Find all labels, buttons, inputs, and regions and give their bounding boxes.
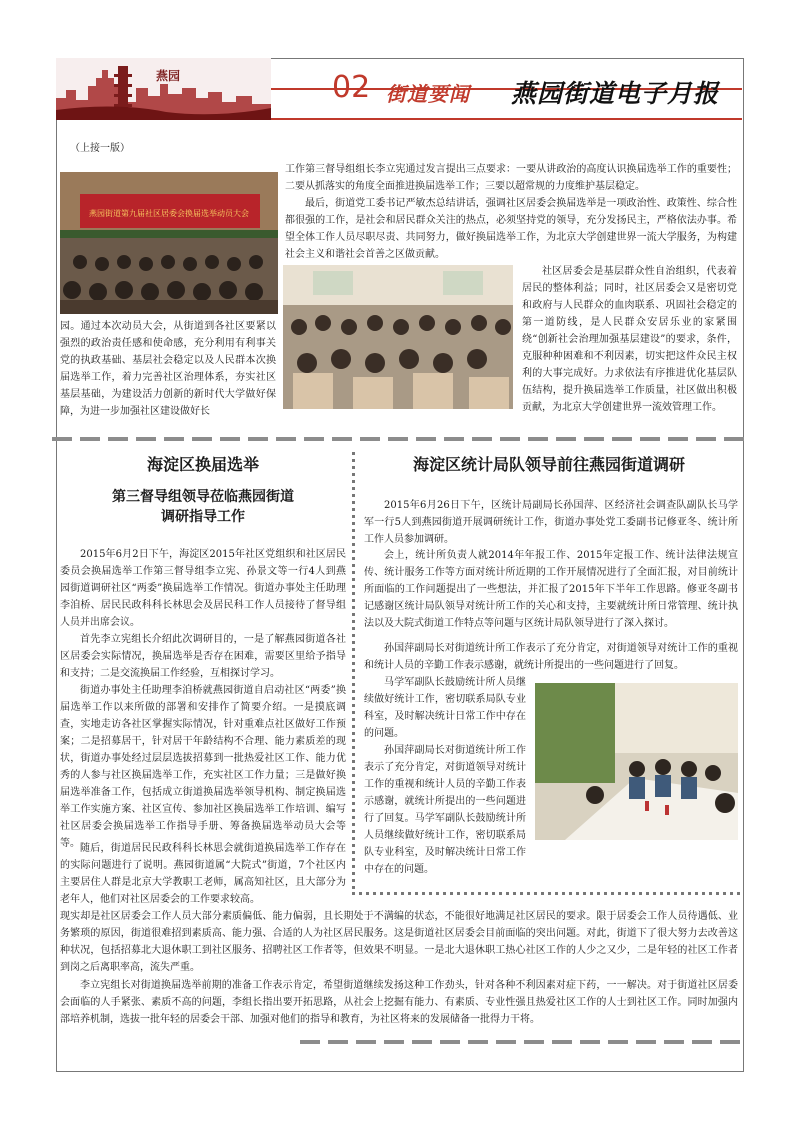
left-subhead-line-1: 第三督导组领导莅临燕园街道 bbox=[112, 489, 294, 505]
bottom-para-2: 李立宪组长对街道换届选举前期的准备工作表示肯定，希望街道继续发扬这种工作劲头，针对各种不利因素对症下药，一一解决。对于街道社区居委会面临的人手紧张、素质不高的问题，李组长指出要开拓思路，从社会上挖掘有能力、有素质、专业性强且热爱社区工作的人士到社区工作。同时加强内部培养机制，选拔一批年轻的居委会干部、加强对他们的指导和教育，为社区将来的发展储备一批得力干将。 bbox=[60, 980, 738, 1025]
page-header bbox=[56, 58, 742, 120]
section-divider-dashes bbox=[52, 437, 750, 441]
section-title: 街道要闻 bbox=[386, 82, 470, 106]
right-article-para-4: 马学军副队长鼓励统计所人员继续做好统计工作，密切联系局队专业科室，及时解决统计日常工作中存在的问题。 bbox=[364, 677, 526, 739]
left-subhead-line-2: 调研指导工作 bbox=[161, 509, 245, 525]
left-headline: 海淀区换届选举 bbox=[146, 455, 259, 474]
header-rule-bottom bbox=[271, 118, 742, 120]
bottom-para-1: 现实却是社区居委会工作人员大部分素质偏低、能力偏弱，且长期处于不满编的状态，不能很好地满足社区居民的要求。限于居委会工作人员待遇低、业务繁琐的原因，街道很难招到素质高、能力强、合适的人为社区居民服务。这是街道社区居委会目前面临的突出问题。对此，街道下了很大努力去改善这种状况，包括招募北大退休职工到社区服务、招聘社区工作者等，但效果不明显。一是北大退休职工热心社区工作的人少之又少，二是年轻的社区工作者到岗之后离职率高，流失严重。 bbox=[60, 911, 738, 973]
right-article-para-3: 孙国萍副局长对街道统计所工作表示了充分肯定，对街道领导对统计工作的重视和统计人员的辛勤工作表示感谢，就统计所提出的一些问题进行了回复。 bbox=[364, 643, 738, 671]
box-bottom-dots bbox=[352, 892, 740, 895]
top-story-para-1: 工作第三督导组组长李立宪通过发言提出三点要求：一要从讲政治的高度认识换届选举工作的重要性；二要从抓落实的角度全面推进换届选举工作；三要以超常规的力度维护基层稳定。 bbox=[285, 164, 737, 192]
footer-divider-dashes bbox=[300, 1040, 740, 1044]
photo-meeting-hall bbox=[60, 172, 278, 314]
top-story-para-left: 园。通过本次动员大会，从街道到各社区要紧以强烈的政治责任感和使命感，充分利用有利事关党的执政基础、基层社会稳定以及人民群本次换届选举工作，着力完善社区治理体系，夯实社区基层基础，为建设活力创新的新时代大学做好保障，为进一步加强社区建设做好长 bbox=[60, 321, 276, 417]
photo-statistics-meeting bbox=[535, 683, 738, 840]
column-divider-dots bbox=[352, 452, 355, 892]
skyline-icon bbox=[56, 58, 271, 120]
svg-text:燕园: 燕园 bbox=[156, 69, 181, 83]
left-article-para-3: 街道办事处主任助理李洎桥就燕园街道自启动社区“两委”换届选举工作以来所做的部署和安排作了简要介绍。一是摸底调查，实地走访各社区掌握实际情况，针对重难点社区做好工作预案；二是招募居干，针对居干年龄结构不合理、能力素质差的现状，街道办事处经过层层选拔招募到一批热爱社区工作、能力优秀的人参与社区换届选举工作，充实社区工作力量；三是做好换届选举准备工作，包括成立街道换届选举领导机构、制定换届选举工作实施方案、社区宣传、参加社区换届选举工作培训、编写社区居委会换届选举工作指导手册、筹备换届选举动员大会等等。 bbox=[60, 685, 346, 849]
right-article-para-1: 2015年6月26日下午，区统计局副局长孙国萍、区经济社会调查队副队长马学军一行5人到燕园街道开展调研统计工作，街道办事处党工委副书记修亚冬、统计所工作人员参加调研。 bbox=[364, 500, 738, 545]
top-story-para-3: 社区居委会是基层群众性自治组织，代表着居民的整体利益；同时，社区居委会又是密切党和政府与人民群众的血肉联系、巩固社会稳定的第一道防线，是人民群众安居乐业的家紧围绕“创新社会治理加强基层建设”的要求，条件，克服种种困难和不利因素，切实把这件众民主权利的大事完成好。力求依法有序推进优化基层队伍结构，提升换届选举工作质量，社区做出积极贡献，为北京大学创建世界一流效管理工作。 bbox=[522, 266, 737, 413]
top-story-para-2: 最后，街道党工委书记严敏杰总结讲话，强调社区居委会换届选举是一项政治性、政策性、综合性都很强的工作，是社会和居民群众关注的热点，必须坚持党的领导，充分发扬民主，严格依法办事。希望全体工作人员尽职尽责、共同努力，做好换届选举工作，为北京大学创建世界一流大学服务，为构建社会主义和谐社会首善之区做贡献。 bbox=[285, 198, 737, 260]
page-number: 02 bbox=[332, 70, 371, 105]
left-article-para-4: 随后，街道居民民政科科长林思会就街道换届选举工作存在的实际问题进行了说明。燕园街道属“大院式”街道，7个社区内主要居住人群是北京大学教职工老师，属高知社区，且大部分为老年人，他们对社区居委会的工作要求较高。 bbox=[60, 843, 346, 905]
continued-label: （上接一版） bbox=[70, 143, 130, 154]
svg-text:燕园街道第九届社区居委会换届选举动员大会: 燕园街道第九届社区居委会换届选举动员大会 bbox=[89, 209, 249, 218]
right-headline: 海淀区统计局队领导前往燕园街道调研 bbox=[412, 455, 685, 474]
right-article-para-5: 孙国萍副局长对街道统计所工作表示了充分肯定，对街道领导对统计工作的重视和统计人员的辛勤工作表示感谢，就统计所提出的一些问题进行了回复。马学军副队长鼓励统计所人员继续做好统计工作，密切联系局队专业科室，及时解决统计日常工作中存在的问题。 bbox=[364, 745, 526, 875]
newsletter-title: 燕园街道电子月报 bbox=[511, 79, 720, 108]
left-article-para-1: 2015年6月2日下午，海淀区2015年社区党组织和社区居民委员会换届选举工作第三督导组李立宪、孙景文等一行4人到燕园街道调研社区“两委”换届选举工作情况。街道办事处主任助理李洎桥、居民民政科科长林思会及居民科工作人员接待了督导组人员并出席会议。 bbox=[60, 549, 346, 628]
photo-audience bbox=[283, 265, 513, 409]
right-article-para-2: 会上，统计所负责人就2014年年报工作、2015年定报工作、统计法律法规宣传、统计服务工作等方面对统计所近期的工作开展情况进行了全面汇报，对目前统计所面临的工作问题提出了一些想法，并汇报了2015年下半年工作思路。修亚冬副书记感谢区统计局队领导对统计所工作的关心和支持，主要就统计所日常管理、统计执法以及大院式街道工作特点等问题与区统计局队领导进行了深入探讨。 bbox=[364, 550, 738, 629]
left-article-para-2: 首先李立宪组长介绍此次调研目的，一是了解燕园街道各社区居委会实际情况，换届选举是否存在困难，需要区里给予指导和支持；二是交流换届工作经验，互相探讨学习。 bbox=[60, 634, 346, 679]
